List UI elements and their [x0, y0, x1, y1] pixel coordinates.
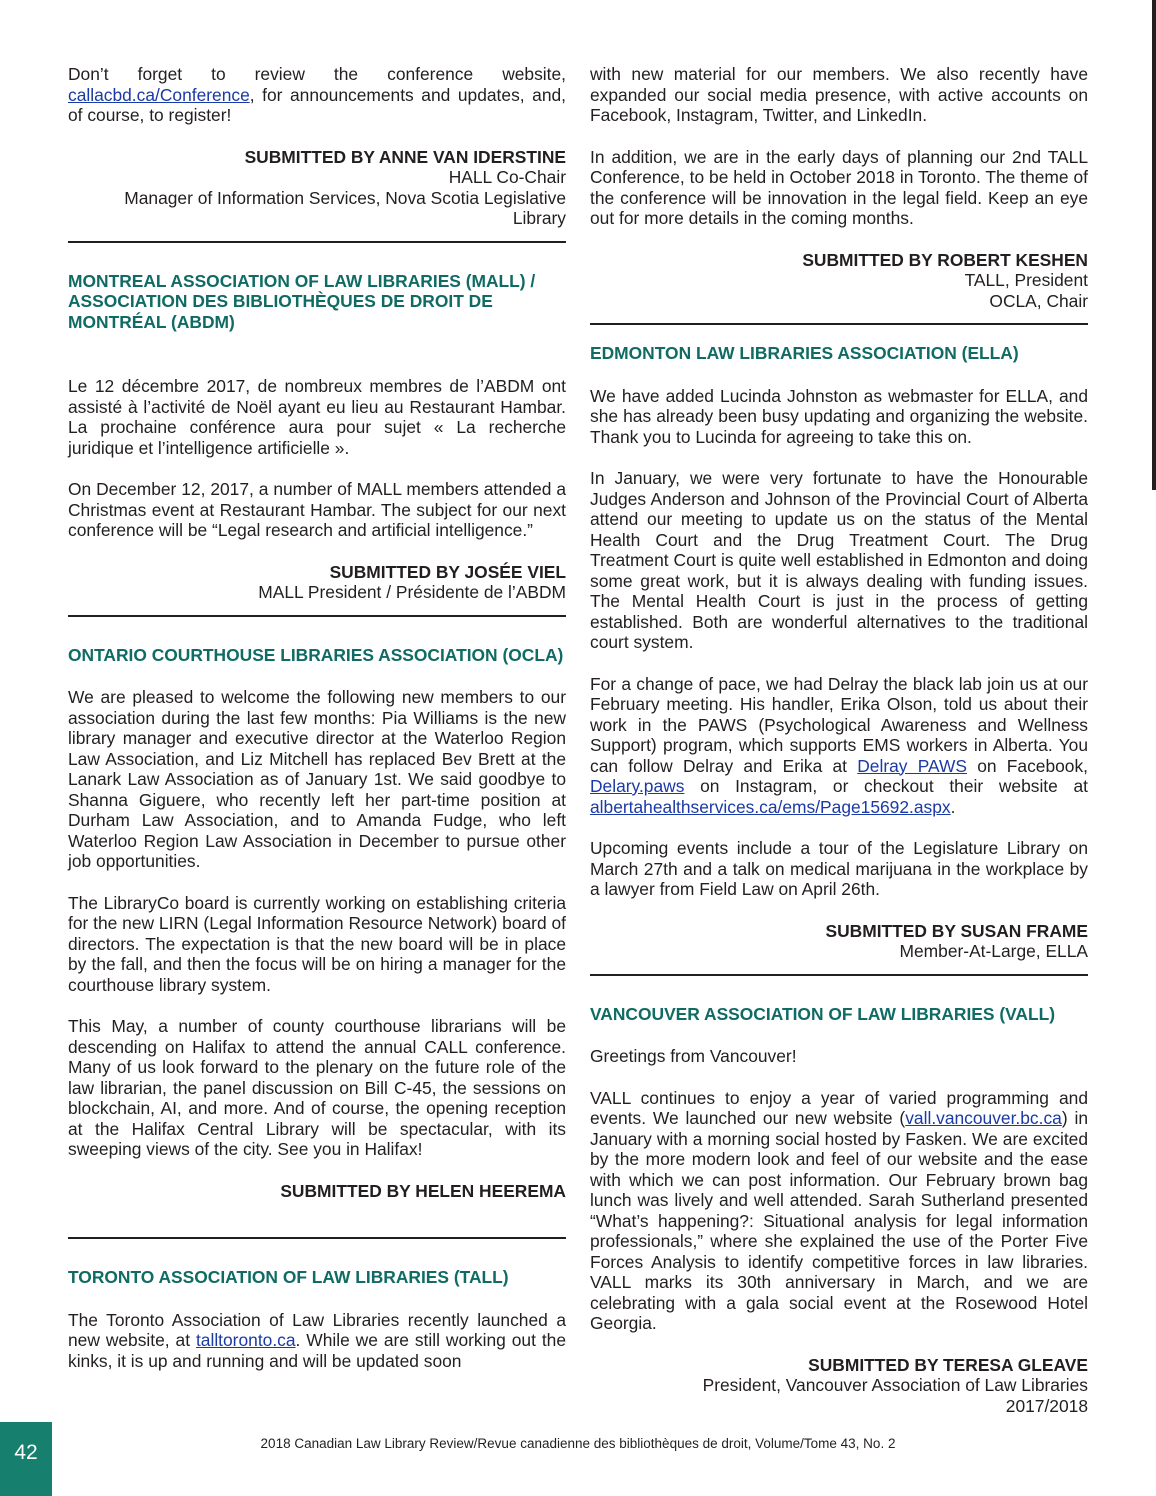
vall-text-end: ) in January with a morning social hosted by Fasken. We are excited by the more modern look and feel of our website and the ease with which we can post information. Our February brown bag lunch was lively and well attended. Sarah Sutherland presented “What’s happening?: Situational analysis for legal information professionals,” where she explained the use of the Porter Five Forces Analysis to identify competitive forces in law libraries. VALL marks its 30th anniversary in March, and we are celebrating with a gala social event at the Rosewood Hotel Georgia. — [590, 1108, 1088, 1333]
tall-website-link[interactable]: talltoronto.ca — [195, 1330, 296, 1350]
signature-name: SUBMITTED BY HELEN HEEREMA — [280, 1180, 566, 1201]
right-column — [590, 64, 1088, 1428]
left-column — [68, 64, 566, 1392]
signature-name: SUBMITTED BY ANNE VAN IDERSTINE — [244, 146, 566, 167]
ocla-paragraph-1: We are pleased to welcome the following new members to our association during the last few months: Pia Williams is the new library manager and executive director at the Waterloo Region Law Association, and Liz Mitchell has replaced Bev Brett at the Lanark Law Association as of January 1st. We said goodbye to Shanna Giguere, who recently left her part-time position at Durham Law Association, and to Amanda Fudge, who left Waterloo Region Law Association in December to pursue other job opportunities. — [68, 687, 566, 871]
page-edge-mark — [1152, 0, 1156, 490]
signature-ocla — [68, 1181, 566, 1202]
ella-text: For a change of pace, we had Delray the black lab join us at our February meeting. His handler, Erika Olson, told us about their work in the PAWS (Psychological Awareness and Wellness Support) program, which supports EMS workers in Alberta. You can follow Delray and Erika at — [590, 673, 1088, 776]
signature-name: SUBMITTED BY ROBERT KESHEN — [802, 249, 1088, 270]
signature-title: President, Vancouver Association of Law Libraries — [702, 1375, 1088, 1395]
alberta-health-link[interactable]: albertahealthservices.ca/ems/Page15692.aspx — [590, 796, 951, 817]
signature-vall — [590, 1355, 1088, 1417]
ella-text: on Instagram, or checkout their website at — [684, 776, 1088, 796]
signature-name: SUBMITTED BY TERESA GLEAVE — [808, 1354, 1088, 1375]
section-divider — [68, 241, 566, 243]
signature-title: MALL President / Présidente de l’ABDM — [258, 582, 566, 602]
signature-affiliation: Manager of Information Services, Nova Scotia Legislative Library — [124, 187, 566, 228]
vall-text: VALL continues to enjoy a year of varied programming and events. We launched our new website ( — [590, 1087, 1088, 1128]
section-heading-vall: VANCOUVER ASSOCIATION OF LAW LIBRARIES (VALL) — [590, 1003, 1056, 1024]
tall-paragraph-3: In addition, we are in the early days of planning our 2nd TALL Conference, to be held in October 2018 in Toronto. The theme of the conference will be innovation in the legal field. Keep an eye out for more details in the coming months. — [590, 146, 1088, 228]
footer-citation: 2018 Canadian Law Library Review/Revue canadienne des bibliothèques de droit, Volume/Tome 43, No. 2 — [260, 1436, 896, 1451]
ocla-paragraph-3: This May, a number of county courthouse librarians will be descending on Halifax to attend the annual CALL conference. Many of us look forward to the plenary on the future role of the law librarian, the panel discussion on Bill C-45, the sessions on blockchain, AI, and more. And of course, the opening reception at the Halifax Central Library will be spectacular, with its sweeping views of the city. See you in Halifax! — [68, 1016, 566, 1159]
mall-paragraph-fr: Le 12 décembre 2017, de nombreux membres de l’ABDM ont assisté à l’activité de Noël ayant eu lieu au Restaurant Hambar. La prochaine conférence aura pour sujet « La recherche juridique et l’intelligence artificielle ». — [68, 376, 566, 458]
signature-name: SUBMITTED BY JOSÉE VIEL — [329, 561, 566, 582]
signature-term: 2017/2018 — [1005, 1395, 1088, 1416]
vall-paragraph-1: Greetings from Vancouver! — [590, 1046, 797, 1066]
signature-title: Member-At-Large, ELLA — [899, 941, 1088, 961]
ella-paragraph-4: Upcoming events include a tour of the Legislature Library on March 27th and a talk on medical marijuana in the workplace by a lawyer from Field Law on April 26th. — [590, 838, 1088, 899]
signature-title: OCLA, Chair — [989, 290, 1088, 311]
section-heading-ella: EDMONTON LAW LIBRARIES ASSOCIATION (ELLA) — [590, 343, 1019, 363]
ella-text: on Facebook, — [967, 755, 1088, 776]
ella-text: . — [950, 796, 956, 817]
signature-hall — [68, 147, 566, 229]
section-divider — [590, 323, 1088, 325]
tall-paragraph-1 — [68, 1310, 566, 1372]
vall-paragraph-2 — [590, 1088, 1088, 1334]
signature-title: HALL Co-Chair — [448, 167, 566, 187]
intro-text: Don’t forget to review the conference website, — [68, 64, 566, 84]
signature-mall — [68, 562, 566, 603]
section-divider — [68, 1237, 566, 1239]
section-heading-ocla: ONTARIO COURTHOUSE LIBRARIES ASSOCIATION (OCLA) — [68, 644, 564, 665]
intro-text-end: , for announcements and updates, and, of course, to register! — [68, 84, 566, 125]
delary-paws-instagram-link[interactable]: Delary.paws — [590, 776, 685, 796]
ocla-paragraph-2: The LibraryCo board is currently working on establishing criteria for the new LIRN (Legal Information Resource Network) board of directors. The expectation is that the new board will be in place by the fall, and then the focus will be on hiring a manager for the courthouse library system. — [68, 892, 566, 995]
section-divider — [68, 615, 566, 617]
mall-paragraph-en: On December 12, 2017, a number of MALL members attended a Christmas event at Restaurant Hambar. The subject for our next conference will be “Legal research and artificial intelligence.” — [68, 479, 566, 540]
conference-reminder — [68, 64, 566, 126]
page-number: 42 — [0, 1422, 52, 1496]
delray-paws-link[interactable]: Delray PAWS — [857, 755, 967, 776]
tall-paragraph-2: with new material for our members. We also recently have expanded our social media presence, with active accounts on Facebook, Instagram, Twitter, and LinkedIn. — [590, 64, 1088, 125]
section-heading-mall: MONTREAL ASSOCIATION OF LAW LIBRARIES (MALL) / ASSOCIATION DES BIBLIOTHÈQUES DE DROIT DE MONTRÉAL (ABDM) — [68, 270, 536, 332]
conference-link[interactable]: callacbd.ca/Conference — [68, 84, 250, 105]
section-divider — [590, 974, 1088, 976]
tall-text-end: . While we are still working out the kinks, it is up and running and will be updated soon — [68, 1330, 566, 1371]
ella-paragraph-1: We have added Lucinda Johnston as webmaster for ELLA, and she has already been busy updating and organizing the website. Thank you to Lucinda for agreeing to take this on. — [590, 385, 1088, 447]
signature-name: SUBMITTED BY SUSAN FRAME — [825, 920, 1088, 941]
signature-title: TALL, President — [964, 270, 1088, 290]
signature-tall — [590, 250, 1088, 312]
signature-ella — [590, 921, 1088, 962]
tall-text: The Toronto Association of Law Libraries recently launched a new website, at — [68, 1309, 566, 1350]
vall-website-link[interactable]: vall.vancouver.bc.ca — [905, 1108, 1062, 1128]
ella-paragraph-3 — [590, 674, 1088, 818]
section-heading-tall: TORONTO ASSOCIATION OF LAW LIBRARIES (TALL) — [68, 1267, 509, 1287]
ella-paragraph-2: In January, we were very fortunate to have the Honourable Judges Anderson and Johnson of the Provincial Court of Alberta attend our meeting to update us on the status of the Mental Health Court and the Drug Treatment Court. The Drug Treatment Court is quite well established in Edmonton and doing some great work, but it is always dealing with funding issues. The Mental Health Court is just in the process of getting established. Both are wonderful alternatives to the traditional court system. — [590, 468, 1088, 652]
